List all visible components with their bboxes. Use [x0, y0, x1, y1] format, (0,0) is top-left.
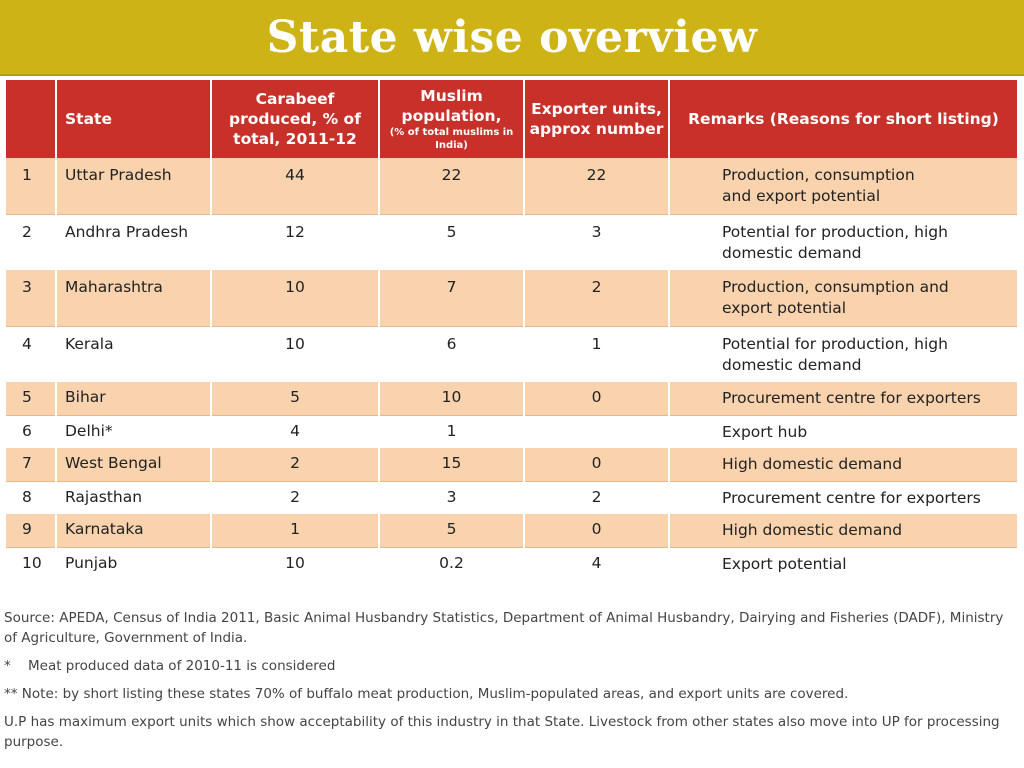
state-name: Andhra Pradesh — [56, 214, 211, 270]
remarks-line: Potential for production, high — [722, 334, 948, 353]
remarks-line: domestic demand — [722, 355, 862, 374]
row-number: 8 — [6, 481, 56, 514]
exporter-units-value: 2 — [524, 270, 669, 326]
carabeef-value: 5 — [211, 382, 379, 415]
row-number: 5 — [6, 382, 56, 415]
carabeef-value: 10 — [211, 547, 379, 580]
carabeef-value: 44 — [211, 158, 379, 214]
table-row — [6, 547, 1017, 580]
muslim-population-value: 0.2 — [379, 547, 524, 580]
state-name: Kerala — [56, 326, 211, 382]
carabeef-value: 10 — [211, 326, 379, 382]
state-table-container — [6, 80, 1017, 580]
table-row — [6, 326, 1017, 382]
carabeef-value: 4 — [211, 415, 379, 448]
header-carabeef: Carabeef produced, % of total, 2011-12 — [211, 80, 379, 158]
exporter-units-value: 22 — [524, 158, 669, 214]
exporter-units-value: 1 — [524, 326, 669, 382]
state-name: Delhi* — [56, 415, 211, 448]
remarks-line: Export potential — [722, 554, 847, 573]
table-row — [6, 448, 1017, 481]
table-row — [6, 382, 1017, 415]
exporter-units-value — [524, 415, 669, 448]
muslim-population-value: 3 — [379, 481, 524, 514]
carabeef-value: 1 — [211, 514, 379, 547]
carabeef-value: 12 — [211, 214, 379, 270]
table-body — [6, 158, 1017, 580]
row-number: 9 — [6, 514, 56, 547]
remarks-line: Procurement centre for exporters — [722, 488, 981, 507]
remarks-cell — [669, 270, 1017, 326]
remarks-line: Potential for production, high — [722, 222, 948, 241]
page-title: State wise overview — [266, 11, 758, 63]
remarks-cell — [669, 547, 1017, 580]
remarks-line: Production, consumption and — [722, 278, 949, 296]
row-number: 4 — [6, 326, 56, 382]
muslim-population-value: 22 — [379, 158, 524, 214]
table-row — [6, 514, 1017, 547]
remarks-line: Export hub — [722, 422, 808, 441]
row-number: 10 — [6, 547, 56, 580]
remarks-cell — [669, 415, 1017, 448]
row-number: 1 — [6, 158, 56, 214]
muslim-population-value: 10 — [379, 382, 524, 415]
table-row — [6, 270, 1017, 326]
muslim-population-value: 1 — [379, 415, 524, 448]
state-name: Karnataka — [56, 514, 211, 547]
state-name: West Bengal — [56, 448, 211, 481]
remarks-cell — [669, 514, 1017, 547]
remarks-cell — [669, 326, 1017, 382]
row-number: 2 — [6, 214, 56, 270]
exporter-units-value: 0 — [524, 382, 669, 415]
remarks-cell — [669, 448, 1017, 481]
row-number: 3 — [6, 270, 56, 326]
header-muslim-sub: (% of total muslims in India) — [389, 127, 514, 151]
muslim-population-value: 7 — [379, 270, 524, 326]
remarks-line: and export potential — [722, 187, 881, 205]
state-name: Uttar Pradesh — [56, 158, 211, 214]
remarks-cell — [669, 481, 1017, 514]
exporter-units-value: 0 — [524, 514, 669, 547]
header-muslim — [379, 80, 524, 158]
up-note: U.P has maximum export units which show acceptability of this industry in that State. Livestock from other states also move into UP for processing purpose. — [4, 714, 1000, 750]
exporter-units-value: 4 — [524, 547, 669, 580]
remarks-cell — [669, 214, 1017, 270]
table-row — [6, 481, 1017, 514]
title-bar — [0, 0, 1024, 76]
header-remarks: Remarks (Reasons for short listing) — [669, 80, 1017, 158]
shortlisting-note: ** Note: by short listing these states 70% of buffalo meat production, Muslim-populated areas, and export units are covered. — [4, 686, 849, 702]
meat-data-note-text: Meat produced data of 2010-11 is considered — [28, 658, 336, 674]
header-num — [6, 80, 56, 158]
remarks-line: High domestic demand — [722, 455, 903, 473]
state-table — [6, 80, 1017, 580]
header-exporter: Exporter units, approx number — [524, 80, 669, 158]
muslim-population-value: 15 — [379, 448, 524, 481]
exporter-units-value: 0 — [524, 448, 669, 481]
table-row — [6, 214, 1017, 270]
remarks-line: domestic demand — [722, 243, 862, 262]
notes-section — [4, 608, 1004, 760]
table-header-row — [6, 80, 1017, 158]
remarks-line: export potential — [722, 299, 847, 317]
carabeef-value: 2 — [211, 481, 379, 514]
exporter-units-value: 3 — [524, 214, 669, 270]
remarks-line: Production, consumption — [722, 166, 915, 184]
remarks-cell — [669, 382, 1017, 415]
table-row — [6, 158, 1017, 214]
header-state: State — [56, 80, 211, 158]
muslim-population-value: 5 — [379, 214, 524, 270]
muslim-population-value: 6 — [379, 326, 524, 382]
meat-data-note — [4, 656, 1004, 676]
row-number: 7 — [6, 448, 56, 481]
table-row — [6, 415, 1017, 448]
state-name: Punjab — [56, 547, 211, 580]
remarks-cell — [669, 158, 1017, 214]
carabeef-value: 10 — [211, 270, 379, 326]
remarks-line: High domestic demand — [722, 521, 903, 539]
header-muslim-main: Muslim population, — [401, 87, 502, 125]
carabeef-value: 2 — [211, 448, 379, 481]
note-marker: * — [4, 658, 11, 674]
state-name: Bihar — [56, 382, 211, 415]
exporter-units-value: 2 — [524, 481, 669, 514]
remarks-line: Procurement centre for exporters — [722, 389, 981, 407]
state-name: Rajasthan — [56, 481, 211, 514]
state-name: Maharashtra — [56, 270, 211, 326]
source-note: Source: APEDA, Census of India 2011, Basic Animal Husbandry Statistics, Department of Animal Husbandry, Dairying and Fisheries (DADF), Ministry of Agriculture, Government of India. — [4, 610, 1004, 646]
muslim-population-value: 5 — [379, 514, 524, 547]
row-number: 6 — [6, 415, 56, 448]
